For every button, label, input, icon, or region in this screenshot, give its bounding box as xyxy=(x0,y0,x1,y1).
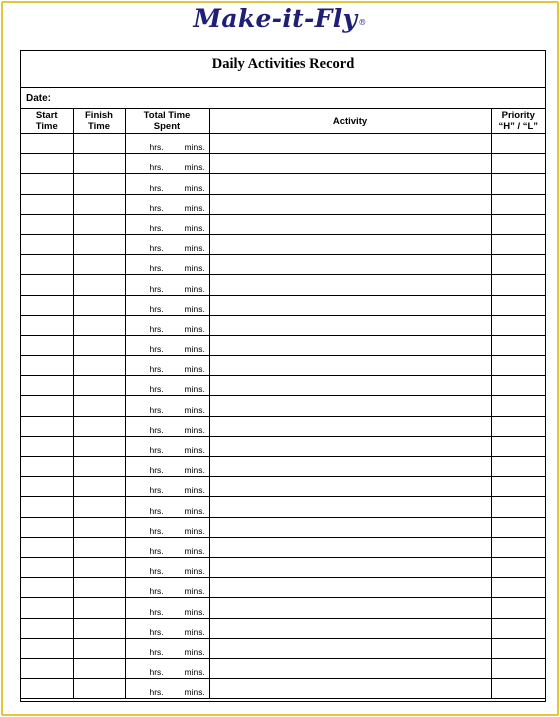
activity-cell[interactable] xyxy=(209,517,491,537)
mins-label: mins. xyxy=(184,323,205,334)
total-time-cell[interactable] xyxy=(125,537,209,557)
start-time-cell[interactable] xyxy=(21,578,73,598)
priority-cell[interactable] xyxy=(491,134,545,154)
date-field[interactable] xyxy=(21,88,545,109)
table-row xyxy=(21,295,545,315)
total-time-cell[interactable] xyxy=(125,598,209,618)
activity-cell[interactable] xyxy=(209,578,491,598)
mins-label: mins. xyxy=(184,263,205,274)
mins-label: mins. xyxy=(184,344,205,355)
finish-time-cell[interactable] xyxy=(73,356,125,376)
mins-label: mins. xyxy=(184,202,205,213)
finish-time-cell[interactable] xyxy=(73,578,125,598)
hrs-label: hrs. xyxy=(149,687,164,698)
hrs-label: hrs. xyxy=(149,344,164,355)
start-time-cell[interactable] xyxy=(21,457,73,477)
priority-cell[interactable] xyxy=(491,356,545,376)
hrs-label: hrs. xyxy=(149,202,164,213)
start-time-cell[interactable] xyxy=(21,517,73,537)
activity-cell[interactable] xyxy=(209,275,491,295)
hrs-label: hrs. xyxy=(149,263,164,274)
hrs-label: hrs. xyxy=(149,424,164,435)
start-time-cell[interactable] xyxy=(21,275,73,295)
start-time-cell[interactable] xyxy=(21,598,73,618)
activity-cell[interactable] xyxy=(209,537,491,557)
mins-label: mins. xyxy=(184,162,205,173)
start-time-cell[interactable] xyxy=(21,618,73,638)
mins-label: mins. xyxy=(184,606,205,617)
table-row xyxy=(21,194,545,214)
start-time-cell[interactable] xyxy=(21,356,73,376)
finish-time-cell[interactable] xyxy=(73,679,125,699)
priority-cell[interactable] xyxy=(491,477,545,497)
start-time-cell[interactable] xyxy=(21,557,73,577)
activity-cell[interactable] xyxy=(209,255,491,275)
activity-cell[interactable] xyxy=(209,315,491,335)
activities-table xyxy=(21,109,545,699)
activity-cell[interactable] xyxy=(209,134,491,154)
priority-cell[interactable] xyxy=(491,194,545,214)
table-row xyxy=(21,356,545,376)
hrs-label: hrs. xyxy=(149,566,164,577)
hrs-label: hrs. xyxy=(149,303,164,314)
total-time-cell[interactable] xyxy=(125,658,209,678)
total-time-cell[interactable] xyxy=(125,638,209,658)
activities-record-form xyxy=(20,50,546,702)
activity-cell[interactable] xyxy=(209,174,491,194)
activity-cell[interactable] xyxy=(209,598,491,618)
hrs-label: hrs. xyxy=(149,404,164,415)
mins-label: mins. xyxy=(184,404,205,415)
total-time-cell[interactable] xyxy=(125,396,209,416)
mins-label: mins. xyxy=(184,142,205,153)
start-time-cell[interactable] xyxy=(21,335,73,355)
table-row xyxy=(21,255,545,275)
total-time-cell[interactable] xyxy=(125,578,209,598)
activity-cell[interactable] xyxy=(209,638,491,658)
priority-cell[interactable] xyxy=(491,416,545,436)
activity-cell[interactable] xyxy=(209,154,491,174)
activity-cell[interactable] xyxy=(209,557,491,577)
priority-cell[interactable] xyxy=(491,376,545,396)
table-row xyxy=(21,618,545,638)
table-row xyxy=(21,457,545,477)
table-row xyxy=(21,638,545,658)
mins-label: mins. xyxy=(184,283,205,294)
priority-cell[interactable] xyxy=(491,618,545,638)
total-time-cell[interactable] xyxy=(125,679,209,699)
total-time-cell[interactable] xyxy=(125,315,209,335)
start-time-cell[interactable] xyxy=(21,537,73,557)
finish-time-cell[interactable] xyxy=(73,658,125,678)
table-row xyxy=(21,335,545,355)
start-time-cell[interactable] xyxy=(21,436,73,456)
total-time-cell[interactable] xyxy=(125,275,209,295)
finish-time-cell[interactable] xyxy=(73,598,125,618)
brand-name: Make-it-Fly xyxy=(193,4,358,33)
table-row xyxy=(21,497,545,517)
table-row xyxy=(21,396,545,416)
finish-time-cell[interactable] xyxy=(73,255,125,275)
priority-cell[interactable] xyxy=(491,658,545,678)
hrs-label: hrs. xyxy=(149,465,164,476)
priority-cell[interactable] xyxy=(491,436,545,456)
activity-cell[interactable] xyxy=(209,335,491,355)
form-title: Daily Activities Record xyxy=(21,51,545,88)
activity-cell[interactable] xyxy=(209,356,491,376)
total-time-cell[interactable] xyxy=(125,356,209,376)
mins-label: mins. xyxy=(184,303,205,314)
table-row xyxy=(21,315,545,335)
mins-label: mins. xyxy=(184,485,205,496)
table-row xyxy=(21,154,545,174)
hrs-label: hrs. xyxy=(149,222,164,233)
mins-label: mins. xyxy=(184,445,205,455)
total-time-cell[interactable] xyxy=(125,376,209,396)
finish-time-cell[interactable] xyxy=(73,416,125,436)
total-time-cell[interactable] xyxy=(125,477,209,497)
total-time-cell[interactable] xyxy=(125,457,209,477)
table-row xyxy=(21,477,545,497)
start-time-cell[interactable] xyxy=(21,396,73,416)
total-time-cell[interactable] xyxy=(125,618,209,638)
mins-label: mins. xyxy=(184,465,205,476)
total-time-cell[interactable] xyxy=(125,255,209,275)
finish-time-cell[interactable] xyxy=(73,557,125,577)
activity-cell[interactable] xyxy=(209,214,491,234)
start-time-cell[interactable] xyxy=(21,174,73,194)
activity-cell[interactable] xyxy=(209,234,491,254)
priority-cell[interactable] xyxy=(491,537,545,557)
priority-cell[interactable] xyxy=(491,315,545,335)
activity-cell[interactable] xyxy=(209,658,491,678)
mins-label: mins. xyxy=(184,505,205,516)
hrs-label: hrs. xyxy=(149,545,164,556)
hrs-label: hrs. xyxy=(149,142,164,153)
table-row xyxy=(21,134,545,154)
mins-label: mins. xyxy=(184,667,205,678)
total-time-cell[interactable] xyxy=(125,214,209,234)
finish-time-cell[interactable] xyxy=(73,134,125,154)
table-row xyxy=(21,537,545,557)
table-row xyxy=(21,214,545,234)
header-total-time: Total Time Spent xyxy=(125,109,209,134)
date-label: Date: xyxy=(26,93,52,104)
priority-cell[interactable] xyxy=(491,255,545,275)
priority-cell[interactable] xyxy=(491,214,545,234)
priority-cell[interactable] xyxy=(491,457,545,477)
activity-cell[interactable] xyxy=(209,416,491,436)
hrs-label: hrs. xyxy=(149,243,164,254)
priority-cell[interactable] xyxy=(491,578,545,598)
hrs-label: hrs. xyxy=(149,162,164,173)
total-time-cell[interactable] xyxy=(125,194,209,214)
total-time-cell[interactable] xyxy=(125,436,209,456)
hrs-label: hrs. xyxy=(149,646,164,657)
table-row xyxy=(21,658,545,678)
finish-time-cell[interactable] xyxy=(73,335,125,355)
mins-label: mins. xyxy=(184,243,205,254)
finish-time-cell[interactable] xyxy=(73,315,125,335)
mins-label: mins. xyxy=(184,687,205,698)
start-time-cell[interactable] xyxy=(21,416,73,436)
finish-time-cell[interactable] xyxy=(73,436,125,456)
priority-cell[interactable] xyxy=(491,396,545,416)
priority-cell[interactable] xyxy=(491,517,545,537)
mins-label: mins. xyxy=(184,626,205,637)
activity-cell[interactable] xyxy=(209,376,491,396)
activity-cell[interactable] xyxy=(209,457,491,477)
activity-cell[interactable] xyxy=(209,436,491,456)
total-time-cell[interactable] xyxy=(125,517,209,537)
total-time-cell[interactable] xyxy=(125,154,209,174)
table-row xyxy=(21,436,545,456)
finish-time-cell[interactable] xyxy=(73,154,125,174)
priority-cell[interactable] xyxy=(491,275,545,295)
start-time-cell[interactable] xyxy=(21,315,73,335)
start-time-cell[interactable] xyxy=(21,214,73,234)
mins-label: mins. xyxy=(184,222,205,233)
hrs-label: hrs. xyxy=(149,606,164,617)
mins-label: mins. xyxy=(184,646,205,657)
hrs-label: hrs. xyxy=(149,384,164,395)
mins-label: mins. xyxy=(184,566,205,577)
hrs-label: hrs. xyxy=(149,586,164,597)
total-time-cell[interactable] xyxy=(125,416,209,436)
finish-time-cell[interactable] xyxy=(73,537,125,557)
table-row xyxy=(21,234,545,254)
mins-label: mins. xyxy=(184,384,205,395)
start-time-cell[interactable] xyxy=(21,638,73,658)
mins-label: mins. xyxy=(184,586,205,597)
start-time-cell[interactable] xyxy=(21,658,73,678)
table-row xyxy=(21,275,545,295)
hrs-label: hrs. xyxy=(149,485,164,496)
priority-cell[interactable] xyxy=(491,638,545,658)
finish-time-cell[interactable] xyxy=(73,477,125,497)
activity-cell[interactable] xyxy=(209,618,491,638)
start-time-cell[interactable] xyxy=(21,497,73,517)
start-time-cell[interactable] xyxy=(21,234,73,254)
activity-cell[interactable] xyxy=(209,497,491,517)
table-row xyxy=(21,598,545,618)
table-row xyxy=(21,578,545,598)
hrs-label: hrs. xyxy=(149,182,164,193)
start-time-cell[interactable] xyxy=(21,255,73,275)
mins-label: mins. xyxy=(184,424,205,435)
hrs-label: hrs. xyxy=(149,283,164,294)
activity-cell[interactable] xyxy=(209,295,491,315)
header-activity: Activity xyxy=(209,109,491,134)
start-time-cell[interactable] xyxy=(21,154,73,174)
table-row xyxy=(21,517,545,537)
hrs-label: hrs. xyxy=(149,626,164,637)
start-time-cell[interactable] xyxy=(21,679,73,699)
finish-time-cell[interactable] xyxy=(73,174,125,194)
header-finish-time: Finish Time xyxy=(73,109,125,134)
start-time-cell[interactable] xyxy=(21,295,73,315)
total-time-cell[interactable] xyxy=(125,295,209,315)
finish-time-cell[interactable] xyxy=(73,517,125,537)
start-time-cell[interactable] xyxy=(21,376,73,396)
hrs-label: hrs. xyxy=(149,525,164,536)
finish-time-cell[interactable] xyxy=(73,396,125,416)
table-row xyxy=(21,416,545,436)
registered-mark: ® xyxy=(358,18,367,27)
start-time-cell[interactable] xyxy=(21,194,73,214)
total-time-cell[interactable] xyxy=(125,497,209,517)
activity-cell[interactable] xyxy=(209,477,491,497)
finish-time-cell[interactable] xyxy=(73,457,125,477)
table-row xyxy=(21,679,545,699)
finish-time-cell[interactable] xyxy=(73,497,125,517)
priority-cell[interactable] xyxy=(491,335,545,355)
hrs-label: hrs. xyxy=(149,364,164,375)
priority-cell[interactable] xyxy=(491,679,545,699)
hrs-label: hrs. xyxy=(149,667,164,678)
finish-time-cell[interactable] xyxy=(73,638,125,658)
table-row xyxy=(21,376,545,396)
mins-label: mins. xyxy=(184,182,205,193)
total-time-cell[interactable] xyxy=(125,134,209,154)
total-time-cell[interactable] xyxy=(125,174,209,194)
mins-label: mins. xyxy=(184,545,205,556)
mins-label: mins. xyxy=(184,364,205,375)
activity-cell[interactable] xyxy=(209,679,491,699)
activity-cell[interactable] xyxy=(209,194,491,214)
table-row xyxy=(21,557,545,577)
priority-cell[interactable] xyxy=(491,295,545,315)
priority-cell[interactable] xyxy=(491,497,545,517)
header-start-time: Start Time xyxy=(21,109,73,134)
priority-cell[interactable] xyxy=(491,557,545,577)
hrs-label: hrs. xyxy=(149,445,164,455)
finish-time-cell[interactable] xyxy=(73,214,125,234)
header-priority: Priority “H” / “L” xyxy=(491,109,545,134)
start-time-cell[interactable] xyxy=(21,134,73,154)
finish-time-cell[interactable] xyxy=(73,194,125,214)
finish-time-cell[interactable] xyxy=(73,275,125,295)
finish-time-cell[interactable] xyxy=(73,234,125,254)
finish-time-cell[interactable] xyxy=(73,618,125,638)
brand-logo xyxy=(0,4,560,33)
finish-time-cell[interactable] xyxy=(73,295,125,315)
hrs-label: hrs. xyxy=(149,323,164,334)
priority-cell[interactable] xyxy=(491,598,545,618)
priority-cell[interactable] xyxy=(491,174,545,194)
total-time-cell[interactable] xyxy=(125,234,209,254)
table-header-row xyxy=(21,109,545,134)
total-time-cell[interactable] xyxy=(125,557,209,577)
start-time-cell[interactable] xyxy=(21,477,73,497)
priority-cell[interactable] xyxy=(491,154,545,174)
total-time-cell[interactable] xyxy=(125,335,209,355)
mins-label: mins. xyxy=(184,525,205,536)
finish-time-cell[interactable] xyxy=(73,376,125,396)
table-row xyxy=(21,174,545,194)
hrs-label: hrs. xyxy=(149,505,164,516)
priority-cell[interactable] xyxy=(491,234,545,254)
activity-cell[interactable] xyxy=(209,396,491,416)
